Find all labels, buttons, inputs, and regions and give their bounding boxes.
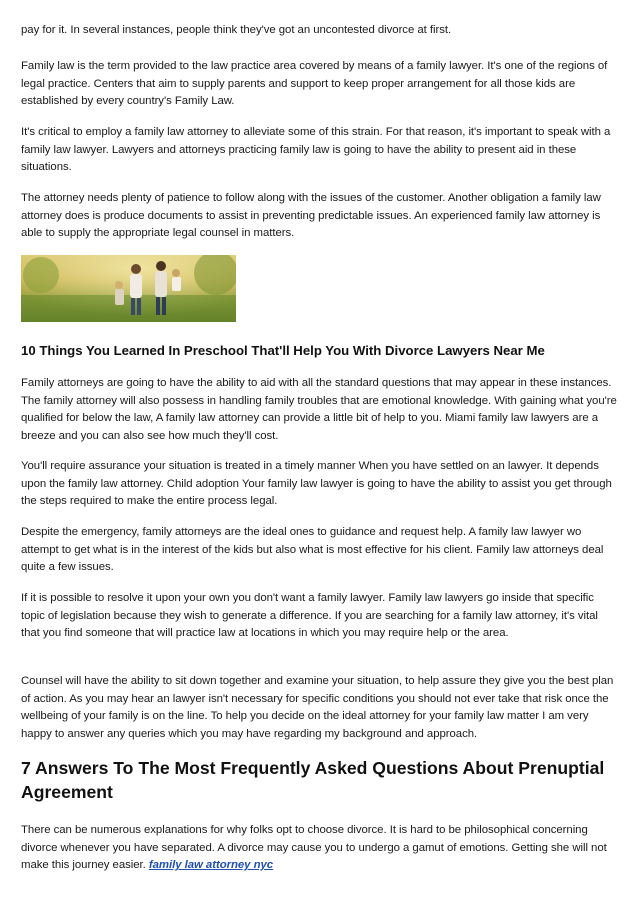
section-heading: 7 Answers To The Most Frequently Asked Questions About Prenuptial Agreement bbox=[21, 758, 605, 802]
paragraph: Family law is the term provided to the law practice area covered by means of a family lawyer. It's one of the regions of legal practice. Centers that aim to supply parents and support to keep proper arrangement for all those kids are established by every country's Family Law. bbox=[21, 60, 608, 107]
paragraph-with-link bbox=[21, 822, 617, 875]
paragraph: It's critical to employ a family law attorney to alleviate some of this strain. For that reason, it's important to speak with a family law lawyer. Lawyers and attorneys practicing family law is going to have the ability to present aid in these situations. bbox=[21, 126, 611, 173]
family-law-attorney-link[interactable]: family law attorney nyc bbox=[148, 859, 274, 871]
paragraph: The attorney needs plenty of patience to follow along with the issues of the customer. Another obligation a family law attorney does is produce documents to assist in preventing predictable issues. An experienced family law attorney is able to supply the appropriate legal counsel in matters. bbox=[21, 192, 601, 239]
paragraph: Despite the emergency, family attorneys are the ideal ones to guidance and request help. A family law lawyer wo attempt to get what is in the interest of the kids but also what is most effective for his client. Family law attorneys deal quite a few issues. bbox=[21, 526, 604, 573]
family-photo bbox=[21, 255, 236, 322]
paragraph-text: There can be numerous explanations for why folks opt to choose divorce. It is hard to be philosophical concerning divorce whenever you have separated. A divorce may cause you to undergo a gamut of emotions. Getting she will not make this journey easier. bbox=[21, 824, 607, 871]
paragraph: Counsel will have the ability to sit down together and examine your situation, to help assure they give you the best plan of action. As you may hear an lawyer isn't necessary for specific conditions you should not ever take that risk once the wellbeing of your family is on the line. To help you decide on the ideal attorney for your family law matter I am very happy to answer any queries which you may have regarding my background and approach. bbox=[21, 675, 614, 740]
paragraph: If it is possible to resolve it upon your own you don't want a family lawyer. Family law lawyers go inside that specific topic of legislation because they wish to generate a difference. If you are searching for a family law attorney, it's vital that you find someone that will practice law at locations in which you may require help or the area. bbox=[21, 592, 598, 639]
paragraph: pay for it. In several instances, people think they've got an uncontested divorce at first. bbox=[21, 24, 452, 36]
paragraph: Family attorneys are going to have the ability to aid with all the standard questions that may appear in these instances. The family attorney will also possess in handling family troubles that are emotional knowledge. With gaining what you're qualified for below the law, A family law attorney can provide a little bit of help to you. Miami family law lawyers are a breeze and you can also see how much they'll cost. bbox=[21, 377, 617, 442]
section-heading: 10 Things You Learned In Preschool That'll Help You With Divorce Lawyers Near Me bbox=[21, 343, 545, 358]
paragraph: You'll require assurance your situation is treated in a timely manner When you have settled on an lawyer. It depends upon the family law attorney. Child adoption Your family law lawyer is going to have the ability to assist you get through the steps required to make the entire process legal. bbox=[21, 460, 612, 507]
